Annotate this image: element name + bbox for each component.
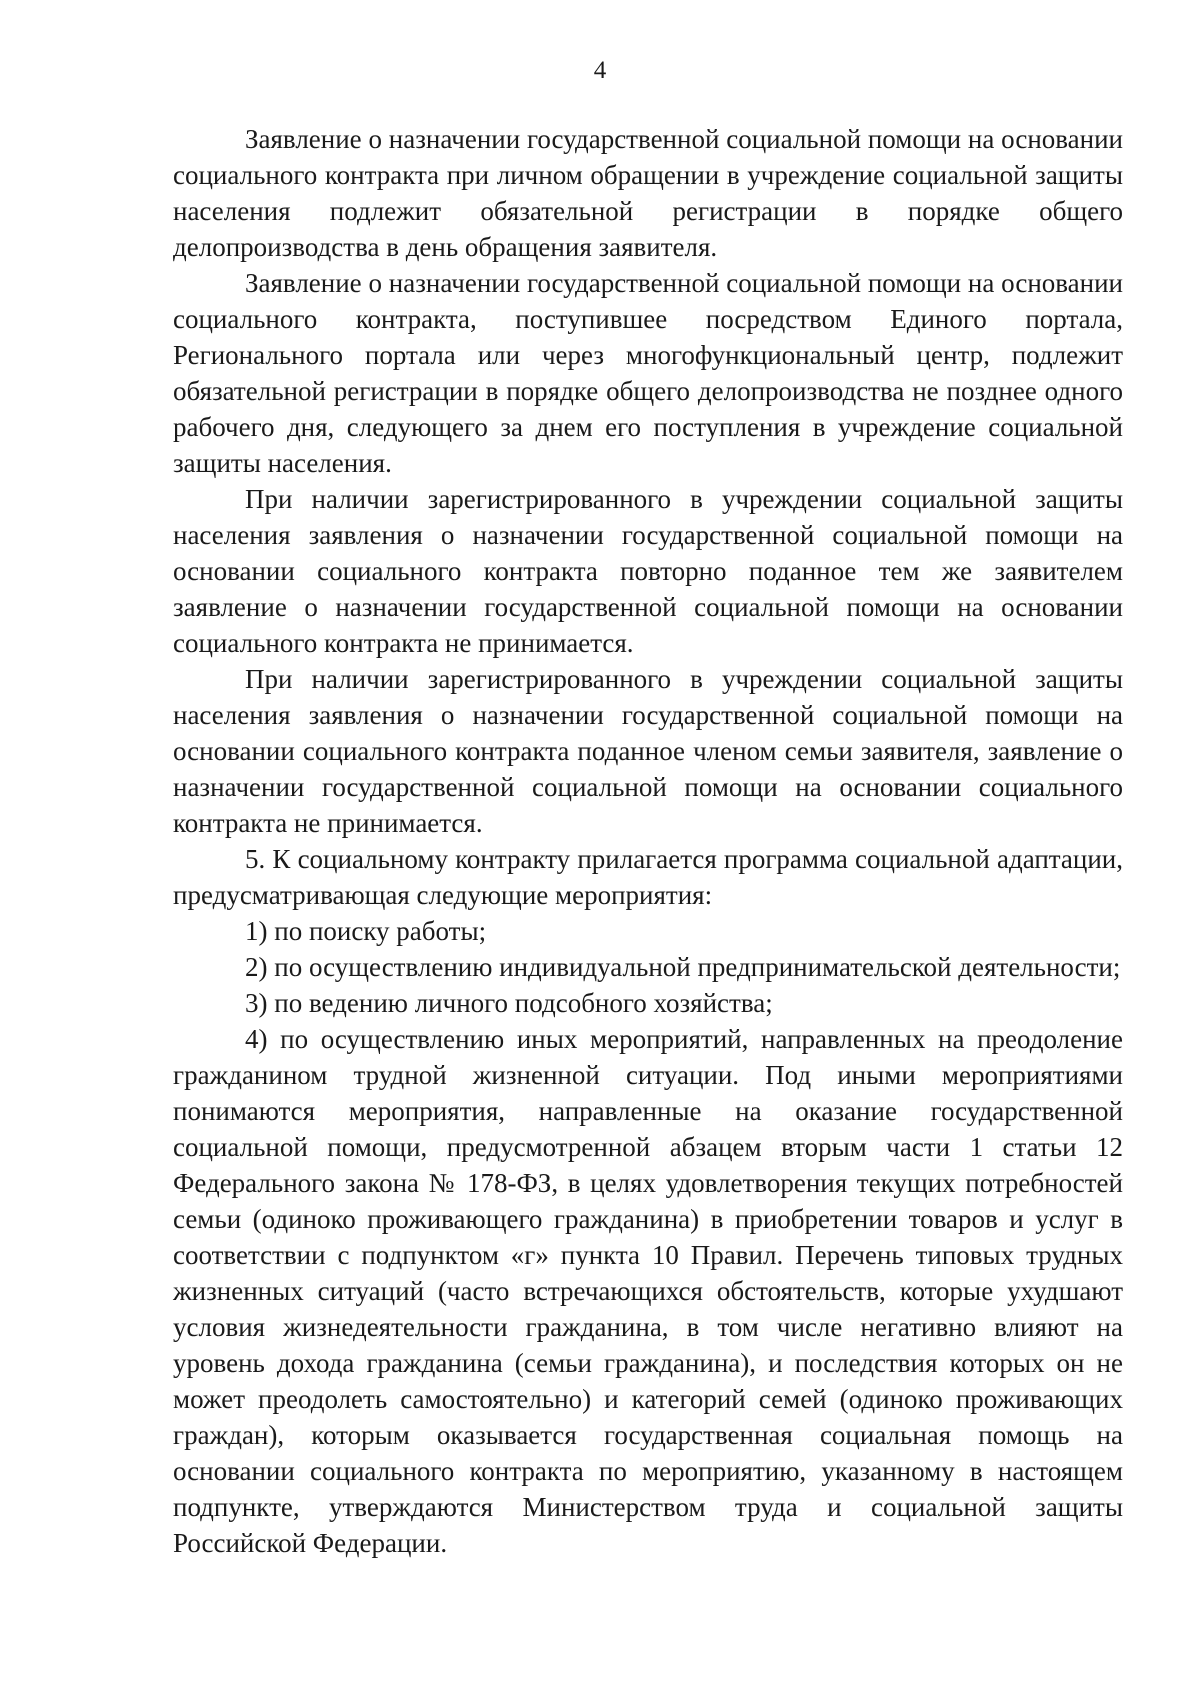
list-item-job-search: 1) по поиску работы; (245, 916, 487, 946)
page-number: 4 (593, 57, 607, 84)
paragraph-registration-portal: Заявление о назначении государственной социальной помощи на основании социального контракта, поступившее посредством Единого портала, Регионального портала или через многофункциональный центр, подлежит обязательной регистрации в порядке общего делопроизводства не позднее одного рабочего дня, следующего за днем его поступления в учреждение социальной защиты населения. (173, 268, 1123, 478)
document-body (173, 121, 1123, 1561)
paragraph-family-member-application: При наличии зарегистрированного в учреждении социальной защиты населения заявления о назначении государственной социальной помощи на основании социального контракта поданное членом семьи заявителя, заявление о назначении государственной социальной помощи на основании социального контракта не принимается. (173, 664, 1123, 838)
paragraph-item-5-adaptation-program: 5. К социальному контракту прилагается программа социальной адаптации, предусматривающая следующие мероприятия: (173, 844, 1123, 910)
paragraph-registration-in-person: Заявление о назначении государственной социальной помощи на основании социального контракта при личном обращении в учреждение социальной защиты населения подлежит обязательной регистрации в порядке общего делопроизводства в день обращения заявителя. (173, 124, 1123, 262)
paragraph-repeat-application: При наличии зарегистрированного в учреждении социальной защиты населения заявления о назначении государственной социальной помощи на основании социального контракта повторно поданное тем же заявителем заявление о назначении государственной социальной помощи на основании социального контракта не принимается. (173, 484, 1123, 658)
list-item-household: 3) по ведению личного подсобного хозяйства; (245, 988, 773, 1018)
list-item-other-measures: 4) по осуществлению иных мероприятий, направленных на преодоление гражданином трудной жизненной ситуации. Под иными мероприятиями понимаются мероприятия, направленные на оказание государственной социальной помощи, предусмотренной абзацем вторым части 1 статьи 12 Федерального закона № 178-ФЗ, в целях удовлетворения текущих потребностей семьи (одиноко проживающего гражданина) в приобретении товаров и услуг в соответствии с подпунктом «г» пункта 10 Правил. Перечень типовых трудных жизненных ситуаций (часто встречающихся обстоятельств, которые ухудшают условия жизнедеятельности гражданина, в том числе негативно влияют на уровень дохода гражданина (семьи гражданина), и последствия которых он не может преодолеть самостоятельно) и категорий семей (одиноко проживающих граждан), которым оказывается государственная социальная помощь на основании социального контракта по мероприятию, указанному в настоящем подпункте, утверждаются Министерством труда и социальной защиты Российской Федерации. (173, 1024, 1123, 1558)
list-item-entrepreneurship: 2) по осуществлению индивидуальной предпринимательской деятельности; (245, 952, 1121, 982)
